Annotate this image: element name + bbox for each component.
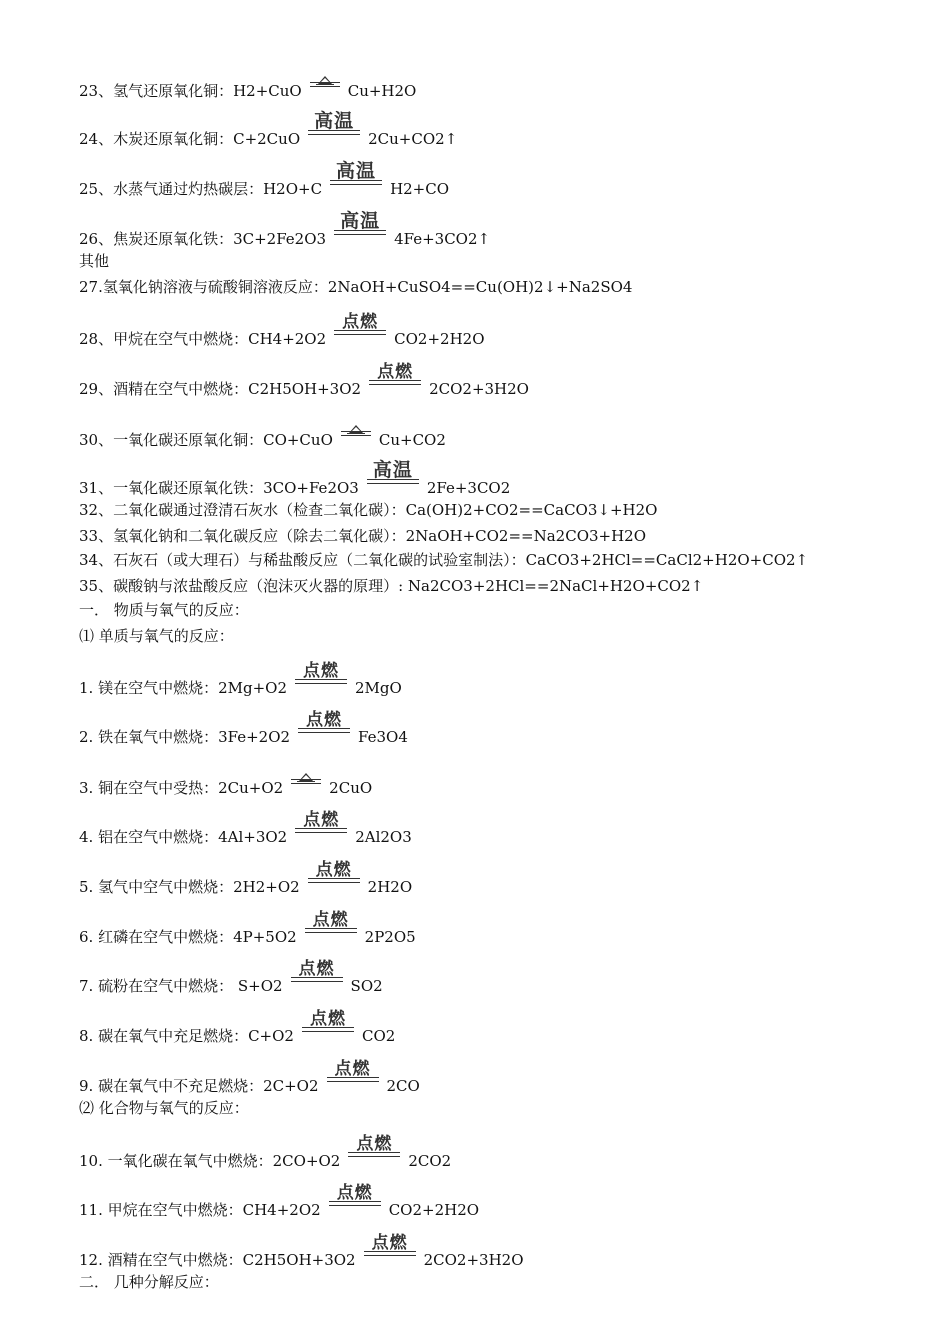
equals-bar-bottom [367,483,419,484]
reactants: 4. 铝在空气中燃烧：4Al+3O2 [79,828,288,846]
equals-bar-bottom [308,882,360,883]
reaction-condition [334,210,386,244]
equals-bar-bottom [364,1255,416,1256]
equation-line [79,860,413,896]
equals-bar-top [298,728,350,729]
equation-line [79,601,249,619]
products: 2CuO [329,779,373,797]
equals-bar-top [369,380,421,381]
condition-label: 点燃 [303,661,339,681]
equation-line [79,110,458,148]
equation-line [79,1009,396,1045]
heat-triangle-base [316,84,334,85]
line-text: 二． 几种分解反应： [79,1273,219,1291]
reaction-condition [298,710,350,742]
equals-bar-top [341,431,371,432]
condition-label: 点燃 [303,810,340,830]
equals-bar-top [334,230,386,231]
reactants: 9. 碳在氧气中不充足燃烧：2C+O2 [79,1077,319,1095]
equals-bar-top [295,828,347,829]
condition-label: 点燃 [312,910,349,930]
equals-bar-bottom [348,1156,400,1157]
equals-bar-bottom [291,981,343,982]
reactants: 26、焦炭还原氧化铁：3C+2Fe2O3 [79,230,327,248]
products: 2CO2+3H2O [423,1251,524,1269]
equation-line [79,362,529,398]
equals-bar-top [295,679,347,680]
line-text: 32、二氧化碳通过澄清石灰水（检查二氧化碳）：Ca(OH)2+CO2==CaCO3↓+H2O [79,501,658,519]
products: 2CO2 [408,1152,452,1170]
equation-line [79,252,109,270]
equals-bar-bottom [305,932,357,933]
products: 2MgO [355,679,402,697]
equation-line [79,661,402,697]
reactants: 10. 一氧化碳在氧气中燃烧：2CO+O2 [79,1152,341,1170]
products: 2P2O5 [364,928,416,946]
reaction-condition [367,459,419,493]
equals-bar-top [308,878,360,879]
equals-bar-bottom [302,1031,354,1032]
equals-bar-top [291,977,343,978]
heat-triangle-base [347,433,365,434]
equals-bar-bottom [295,832,347,833]
line-text: 33、氢氧化钠和二氧化碳反应（除去二氧化碳）：2NaOH+CO2==Na2CO3+H2O [79,527,647,545]
equals-bar-top [367,479,419,480]
products: Cu+CO2 [378,431,446,449]
condition-label: 点燃 [334,1059,371,1079]
reactants: 1. 镁在空气中燃烧：2Mg+O2 [79,679,287,697]
line-text: 35、碳酸钠与浓盐酸反应（泡沫灭火器的原理）: Na2CO3+2HCl==2NaCl+H2O+CO2↑ [79,577,704,595]
reactants: 11. 甲烷在空气中燃烧：CH4+2O2 [79,1201,321,1219]
reaction-condition [327,1059,379,1091]
equation-line [79,78,417,100]
equals-bar-bottom [291,783,321,784]
reactants: 6. 红磷在空气中燃烧：4P+5O2 [79,928,297,946]
heat-triangle-base [297,781,315,782]
reaction-condition [295,810,347,842]
equals-bar-top [302,1027,354,1028]
equation-line [79,551,808,569]
equation-line [79,1099,249,1117]
equation-line [79,1059,420,1095]
equals-bar-bottom [334,234,386,235]
reactants: 8. 碳在氧气中充足燃烧：C+O2 [79,1027,294,1045]
reactants: 28、甲烷在空气中燃烧：CH4+2O2 [79,330,327,348]
equals-bar-bottom [369,384,421,385]
condition-label: 点燃 [342,312,379,332]
equals-bar-top [327,1077,379,1078]
equals-bar-bottom [330,184,382,185]
equation-line [79,1183,480,1219]
products: 2H2O [367,878,413,896]
equals-bar-bottom [329,1205,381,1206]
products: SO2 [350,977,383,995]
reaction-condition [305,910,357,942]
condition-label: 高温 [336,160,377,182]
reactants: 5. 氢气中空气中燃烧：2H2+O2 [79,878,300,896]
condition-label: 点燃 [309,1009,346,1029]
condition-label: 点燃 [356,1134,393,1154]
equals-bar-bottom [310,86,340,87]
condition-label: 点燃 [336,1183,373,1203]
line-text: 27.氢氧化钠溶液与硫酸铜溶液反应：2NaOH+CuSO4==Cu(OH)2↓+Na2SO4 [79,278,633,296]
condition-label: 点燃 [315,860,352,880]
equals-bar-bottom [327,1081,379,1082]
line-text: ⑵ 化合物与氧气的反应： [79,1099,249,1117]
reaction-condition [291,959,343,991]
reactants: 30、一氧化碳还原氧化铜：CO+CuO [79,431,333,449]
reaction-condition [308,110,360,144]
equation-line [79,910,416,946]
line-text: 34、石灰石（或大理石）与稀盐酸反应（二氧化碳的试验室制法）：CaCO3+2HCl==CaCl2+H2O+CO2↑ [79,551,809,569]
products: CO2+2H2O [394,330,485,348]
equals-bar-top [291,779,321,780]
products: 2Al2O3 [355,828,412,846]
products: CO2+2H2O [388,1201,480,1219]
products: 2Cu+CO2↑ [368,130,458,148]
equals-bar-top [308,130,360,131]
reaction-condition [310,78,340,96]
equation-line [79,810,412,846]
equation-line [79,1134,452,1170]
reaction-condition [364,1233,416,1265]
reaction-condition [291,775,321,793]
equation-line [79,710,408,746]
products: Fe3O4 [358,728,408,746]
equals-bar-top [364,1251,416,1252]
reactants: 31、一氧化碳还原氧化铁：3CO+Fe2O3 [79,479,359,497]
products: 2Fe+3CO2 [426,479,511,497]
equals-bar-top [310,82,340,83]
equation-line [79,627,234,645]
reaction-condition [334,312,386,344]
equation-line [79,501,657,519]
products: 2CO2+3H2O [429,380,529,398]
line-text: 一． 物质与氧气的反应： [79,601,249,619]
products: 2CO [386,1077,420,1095]
equals-bar-top [329,1201,381,1202]
equation-line [79,312,485,348]
products: 4Fe+3CO2↑ [394,230,491,248]
reaction-condition [330,160,382,194]
condition-label: 高温 [372,459,413,481]
reactants: 3. 铜在空气中受热：2Cu+O2 [79,779,284,797]
equation-line [79,577,703,595]
reaction-condition [369,362,421,394]
equals-bar-bottom [341,435,371,436]
equation-line [79,160,450,198]
equals-bar-top [348,1152,400,1153]
equation-line [79,278,632,296]
equation-line [79,459,511,497]
equation-line [79,210,491,248]
reaction-condition [348,1134,400,1166]
products: H2+CO [390,180,450,198]
reactants: 7. 硫粉在空气中燃烧： S+O2 [79,977,283,995]
condition-label: 点燃 [298,959,335,979]
equation-line [79,527,646,545]
reactants: 12. 酒精在空气中燃烧：C2H5OH+3O2 [79,1251,356,1269]
equals-bar-top [305,928,357,929]
reaction-condition [329,1183,381,1215]
equation-line [79,1273,219,1291]
reaction-condition [302,1009,354,1041]
condition-label: 点燃 [377,362,414,382]
reaction-condition [295,661,347,693]
condition-label: 高温 [340,210,381,232]
equals-bar-bottom [298,732,350,733]
products: Cu+H2O [347,82,417,100]
equation-line [79,1233,524,1269]
reaction-condition [341,427,371,445]
condition-label: 高温 [314,110,355,132]
equals-bar-bottom [295,683,347,684]
equation-line [79,959,383,995]
equation-line [79,775,373,797]
line-text: 其他 [79,252,110,270]
condition-label: 点燃 [306,710,343,730]
reactants: 23、氢气还原氧化铜：H2+CuO [79,82,302,100]
equals-bar-top [334,330,386,331]
equals-bar-bottom [334,334,386,335]
equation-line [79,427,446,449]
equals-bar-bottom [308,134,360,135]
condition-label: 点燃 [371,1233,408,1253]
products: CO2 [361,1027,396,1045]
reactants: 2. 铁在氧气中燃烧：3Fe+2O2 [79,728,291,746]
reactants: 29、酒精在空气中燃烧：C2H5OH+3O2 [79,380,362,398]
reactants: 24、木炭还原氧化铜：C+2CuO [79,130,301,148]
equals-bar-top [330,180,382,181]
reactants: 25、水蒸气通过灼热碳层：H2O+C [79,180,323,198]
line-text: ⑴ 单质与氧气的反应： [79,627,234,645]
reaction-condition [308,860,360,892]
